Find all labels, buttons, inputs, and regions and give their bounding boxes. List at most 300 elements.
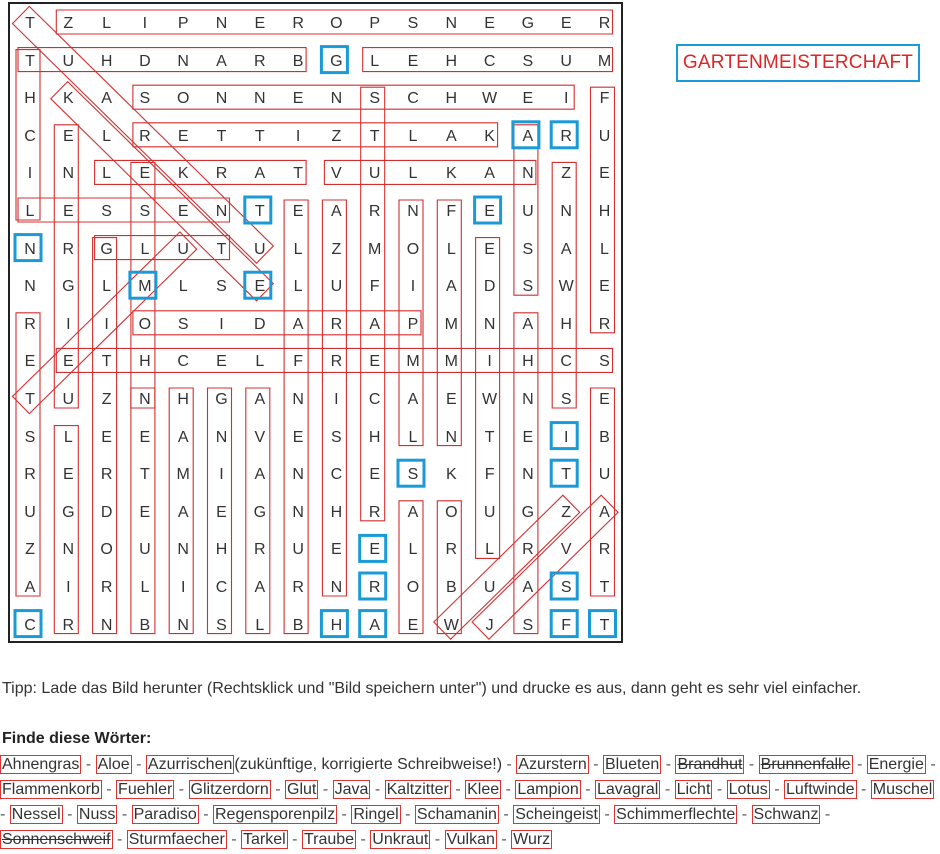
grid-cell: U [330, 278, 343, 296]
grid-cell: I [142, 15, 148, 32]
grid-cell: A [369, 315, 381, 333]
grid-cell: A [369, 616, 381, 634]
word-separator: - [434, 831, 441, 848]
grid-cell: R [368, 579, 381, 596]
grid-cell: R [139, 127, 151, 145]
word-item: Schwanz [753, 806, 819, 823]
word-separator: - [405, 806, 411, 823]
grid-cell: S [24, 428, 36, 446]
grid-cell: A [407, 503, 419, 521]
grid-cell: R [215, 165, 228, 183]
grid-cell: M [597, 52, 612, 70]
grid-cell: E [292, 90, 304, 108]
word-separator: - [604, 806, 610, 823]
grid-cell: H [330, 503, 343, 521]
grid-cell: Z [101, 391, 112, 408]
grid-cell: L [140, 240, 150, 258]
grid-cell: M [444, 353, 458, 371]
grid-cell: E [139, 428, 151, 446]
word-item: Glitzerdorn [190, 781, 269, 798]
grid-cell: E [62, 203, 74, 220]
grid-cell: Z [331, 127, 342, 145]
word-item: Luftwinde [786, 781, 855, 798]
word-item: Sonnenschweif [2, 831, 111, 848]
word-item: Sturmfaecher [128, 831, 225, 848]
grid-cell: A [101, 90, 112, 108]
word-separator: - [106, 781, 112, 798]
word-item: Ringel [353, 806, 399, 823]
grid-cell: E [331, 541, 342, 559]
grid-cell: H [598, 203, 611, 220]
grid-cell: L [140, 579, 150, 596]
grid-cell: E [407, 616, 419, 634]
grid-cell: Z [561, 165, 572, 183]
grid-cell: A [331, 203, 342, 220]
puzzle-title-text: GARTENMEISTERCHAFT [682, 52, 914, 73]
grid-cell: D [100, 503, 113, 521]
grid-cell: L [102, 165, 112, 183]
grid-cell: L [370, 52, 380, 70]
grid-cell: O [406, 240, 420, 258]
tip-text: Tipp: Lade das Bild herunter (Rechtsklick und "Bild speichern unter") und drucke es aus, dann geht es sehr viel einfacher. [2, 680, 862, 697]
word-separator: - [860, 781, 867, 798]
word-separator: - [664, 781, 671, 798]
grid-cell: N [177, 616, 189, 634]
word-item: Fuehler [118, 781, 173, 798]
grid-cell: A [216, 52, 227, 70]
grid-cell: K [445, 466, 457, 484]
grid-cell: M [138, 278, 152, 296]
word-separator: - [506, 756, 512, 773]
grid-cell: S [407, 466, 419, 484]
grid-cell: N [522, 391, 534, 408]
grid-cell: A [522, 127, 534, 145]
grid-cell: O [406, 579, 420, 596]
grid-cell: C [24, 616, 36, 634]
grid-cell: L [600, 240, 609, 258]
word-item: Flammenkorb [2, 781, 100, 798]
grid-cell: E [369, 466, 381, 484]
grid-cell: U [483, 579, 496, 596]
grid-cell: E [369, 541, 381, 559]
grid-cell: I [487, 353, 492, 371]
word-separator: - [121, 806, 128, 823]
grid-cell: S [139, 203, 151, 220]
grid-cell: S [216, 278, 227, 296]
grid-cell: C [24, 127, 36, 145]
grid-cell: R [598, 315, 611, 333]
grid-cell: N [560, 203, 572, 220]
grid-cell: S [522, 52, 534, 70]
grid-cell: N [292, 466, 304, 484]
grid-cell: T [140, 466, 150, 484]
grid-cell: N [62, 165, 75, 183]
word-item: Aloe [97, 756, 130, 773]
word-separator: - [503, 806, 509, 823]
word-separator: - [231, 831, 237, 848]
grid-cell: T [101, 353, 112, 371]
word-item: Klee [467, 781, 500, 798]
grid-cell: J [485, 616, 494, 634]
grid-cell: N [24, 240, 36, 258]
grid-cell: R [330, 315, 343, 333]
grid-cell: W [558, 278, 574, 296]
grid-cell: N [215, 428, 228, 446]
word-separator: - [748, 756, 755, 773]
word-item: Nuss [78, 806, 116, 823]
grid-cell: G [330, 52, 343, 70]
word-item: Glut [287, 781, 317, 798]
word-separator: - [116, 831, 123, 848]
grid-cell: R [330, 353, 343, 371]
grid-cell: A [24, 579, 36, 596]
word-item: Brandhut [677, 756, 743, 773]
grid-cell: G [253, 503, 267, 521]
grid-cell: M [444, 315, 458, 333]
grid-cell: A [292, 315, 304, 333]
grid-cell: C [368, 391, 381, 408]
grid-cell: E [599, 391, 610, 408]
grid-cell: L [446, 240, 456, 258]
grid-cell: A [560, 240, 572, 258]
word-item: Wurz [513, 831, 551, 848]
grid-cell: S [522, 278, 534, 296]
grid-cell: N [24, 278, 36, 296]
grid-cell: T [561, 466, 572, 484]
grid-cell: E [292, 203, 304, 220]
grid-cell: K [62, 90, 74, 108]
grid-cell: O [100, 541, 113, 559]
grid-cell: E [599, 278, 610, 296]
grid-cell: H [177, 391, 189, 408]
grid-cell: N [177, 52, 189, 70]
grid-cell: R [560, 127, 572, 145]
grid-cell: R [292, 15, 304, 32]
grid-cell: C [560, 353, 572, 371]
word-item: Lotus [728, 781, 768, 798]
grid-cell: B [445, 579, 457, 596]
grid-cell: S [560, 391, 572, 408]
grid-cell: R [598, 541, 611, 559]
grid-cell: E [62, 466, 74, 484]
grid-cell: H [24, 90, 36, 108]
grid-cell: G [521, 503, 535, 521]
grid-cell: N [292, 503, 304, 521]
grid-cell: R [62, 240, 75, 258]
word-item: Azurstern [518, 756, 587, 773]
grid-cell: C [407, 90, 419, 108]
grid-cell: Z [25, 541, 35, 559]
grid-cell: L [255, 616, 265, 634]
grid-cell: H [522, 353, 534, 371]
grid-cell: H [215, 541, 228, 559]
grid-cell: T [254, 203, 265, 220]
word-separator: - [0, 806, 6, 823]
grid-cell: H [445, 90, 458, 108]
word-item: Java [334, 781, 369, 798]
grid-cell: U [292, 541, 304, 559]
word-item: Schamanin [416, 806, 497, 823]
grid-cell: U [62, 391, 75, 408]
grid-cell: L [293, 240, 303, 258]
grid-cell: T [369, 127, 380, 145]
grid-cell: U [254, 240, 266, 258]
grid-cell: S [522, 616, 534, 634]
grid-cell: T [216, 127, 227, 145]
grid-cell: E [24, 353, 36, 371]
word-separator: - [136, 756, 142, 773]
grid-cell: C [330, 466, 343, 484]
grid-cell: E [139, 503, 151, 521]
grid-cell: T [293, 165, 303, 183]
grid-cell: N [100, 616, 113, 634]
grid-cell: B [292, 616, 304, 634]
word-separator: - [203, 806, 209, 823]
grid-cell: U [62, 52, 75, 70]
word-item: Ahnengras [2, 756, 80, 773]
grid-cell: S [407, 15, 419, 32]
grid-cell: R [254, 52, 266, 70]
grid-cell: G [62, 503, 75, 521]
grid-cell: R [100, 579, 113, 596]
grid-cell: I [219, 315, 224, 333]
grid-cell: H [560, 315, 572, 333]
grid-cell: L [408, 428, 418, 446]
grid-cell: E [139, 165, 151, 183]
grid-cell: O [176, 90, 190, 108]
grid-cell: O [330, 15, 343, 32]
grid-cell: O [138, 315, 152, 333]
grid-cell: H [445, 52, 458, 70]
grid-cell: I [180, 579, 186, 596]
grid-cell: I [66, 315, 71, 333]
grid-cell: A [522, 579, 534, 596]
word-separator: - [665, 756, 672, 773]
grid-cell: E [216, 503, 227, 521]
grid-cell: I [219, 466, 224, 484]
grid-cell: K [445, 165, 457, 183]
word-list-title: Finde diese Wörter: [2, 730, 152, 747]
word-search-grid [8, 2, 623, 643]
grid-cell: R [368, 503, 381, 521]
grid-cell: E [62, 353, 74, 371]
word-separator: - [322, 781, 329, 798]
grid-cell: Z [331, 240, 342, 258]
grid-cell: L [102, 127, 112, 145]
grid-cell: I [66, 579, 71, 596]
grid-cell: A [599, 503, 610, 521]
word-item: Unkraut [372, 831, 429, 848]
grid-cell: I [295, 127, 301, 145]
word-separator: - [292, 831, 298, 848]
grid-cell: R [24, 466, 36, 484]
grid-cell: W [482, 90, 498, 108]
grid-cell: P [407, 315, 419, 333]
grid-cell: A [484, 165, 495, 183]
grid-cell: A [407, 391, 419, 408]
grid-cell: L [255, 353, 265, 371]
grid-cell: G [521, 15, 535, 32]
word-item: Nessel [11, 806, 61, 823]
word-item: Paradiso [133, 806, 197, 823]
grid-cell: L [178, 278, 188, 296]
word-separator: - [360, 831, 366, 848]
word-separator: - [774, 781, 780, 798]
word-item: Muschel [872, 781, 933, 798]
grid-cell: E [254, 15, 266, 32]
grid-cell: W [482, 391, 498, 408]
word-item: Brunnenfalle [760, 756, 851, 773]
grid-cell: H [139, 353, 151, 371]
grid-cell: U [24, 503, 36, 521]
grid-cell: T [599, 616, 610, 634]
word-item: Regensporenpilz [215, 806, 336, 823]
grid-cell: T [25, 391, 35, 408]
grid-cell: P [177, 15, 189, 32]
grid-cell: N [445, 15, 458, 32]
grid-cell: N [215, 90, 228, 108]
word-separator: - [824, 806, 831, 823]
grid-cell: S [101, 203, 112, 220]
grid-cell: A [445, 278, 457, 296]
grid-cell: I [410, 278, 416, 296]
grid-cell: N [62, 541, 75, 559]
grid-cell: V [254, 428, 266, 446]
grid-cell: S [331, 428, 342, 446]
grid-cell: N [215, 15, 228, 32]
word-separator: - [374, 781, 381, 798]
grid-cell: N [177, 541, 189, 559]
grid-cell: M [406, 353, 420, 371]
grid-cell: R [522, 541, 534, 559]
grid-cell: P [369, 15, 381, 32]
word-item: Lavagral [596, 781, 659, 798]
grid-cell: T [599, 579, 610, 596]
grid-cell: E [254, 278, 266, 296]
grid-cell: Z [561, 503, 572, 521]
grid-cell: A [177, 503, 189, 521]
grid-cell: S [139, 90, 151, 108]
grid-cell: T [216, 240, 227, 258]
grid-cell: E [599, 165, 610, 183]
grid-cell: E [177, 203, 189, 220]
grid-cell: C [215, 579, 228, 596]
grid-cell: V [331, 165, 342, 183]
grid-cell: E [369, 353, 381, 371]
word-separator: - [275, 781, 281, 798]
grid-cell: E [292, 428, 304, 446]
grid-cell: K [484, 127, 495, 145]
grid-cell: L [408, 127, 418, 145]
grid-cell: E [484, 203, 495, 220]
grid-cell: L [485, 541, 495, 559]
grid-cell: F [484, 466, 495, 484]
grid-cell: G [100, 240, 113, 258]
grid-cell: A [522, 315, 534, 333]
grid-cell: N [254, 90, 266, 108]
word-item: Lampion [517, 781, 579, 798]
grid-cell: N [330, 579, 343, 596]
grid-cell: L [102, 15, 112, 32]
grid-cell: A [254, 165, 266, 183]
grid-cell: S [177, 315, 189, 333]
grid-cell: B [139, 616, 151, 634]
grid-cell: O [445, 503, 458, 521]
word-list [0, 752, 938, 852]
word-item: Vulkan [446, 831, 495, 848]
grid-cell: A [177, 428, 189, 446]
grid-cell: L [293, 278, 303, 296]
word-separator: - [341, 806, 347, 823]
word-separator: - [501, 831, 507, 848]
grid-cell: E [560, 15, 572, 32]
grid-cell: R [100, 466, 113, 484]
grid-cell: S [560, 579, 572, 596]
grid-cell: E [445, 391, 457, 408]
word-separator: - [178, 781, 185, 798]
grid-cell: U [522, 203, 534, 220]
grid-cell: M [176, 466, 190, 484]
grid-cell: B [599, 428, 610, 446]
grid-cell: I [563, 428, 569, 446]
grid-cell: I [563, 90, 569, 108]
grid-cell: R [445, 541, 458, 559]
grid-cell: A [254, 466, 266, 484]
word-item: Scheingeist [515, 806, 598, 823]
word-separator: - [593, 756, 599, 773]
grid-cell: E [522, 428, 534, 446]
word-item: Traube [303, 831, 355, 848]
grid-cell: K [177, 165, 189, 183]
grid-cell: I [334, 391, 339, 408]
word-separator: - [856, 756, 863, 773]
grid-cell: L [408, 541, 418, 559]
grid-cell: G [215, 391, 228, 408]
grid-cell: V [560, 541, 572, 559]
grid-cell: N [139, 391, 151, 408]
word-item: Licht [676, 781, 711, 798]
grid-cell: F [369, 278, 380, 296]
word-separator: - [930, 756, 936, 773]
grid-cell: S [216, 616, 227, 634]
grid-cell: M [368, 240, 382, 258]
grid-cell: N [215, 203, 228, 220]
grid-cell: T [484, 428, 495, 446]
grid-cell: S [599, 353, 610, 371]
word-item: Azurrischen [147, 756, 233, 773]
grid-cell: R [598, 15, 611, 32]
grid-cell: D [254, 315, 266, 333]
word-separator: - [85, 756, 92, 773]
grid-cell: U [139, 541, 151, 559]
grid-cell: R [292, 579, 304, 596]
grid-cell: H [100, 52, 113, 70]
grid-cell: N [483, 315, 496, 333]
word-separator: - [741, 806, 748, 823]
grid-cell: F [561, 616, 572, 634]
grid-cell: L [102, 278, 112, 296]
grid-cell: E [522, 90, 534, 108]
grid-cell: I [27, 165, 33, 183]
grid-cell: Z [63, 15, 74, 32]
word-item: Schimmerflechte [616, 806, 736, 823]
grid-cell: U [598, 466, 611, 484]
grid-cell: U [598, 127, 611, 145]
word-item: Kaltzitter [386, 781, 449, 798]
grid-cell: E [484, 15, 495, 32]
grid-cell: C [483, 52, 496, 70]
grid-cell: A [445, 127, 457, 145]
